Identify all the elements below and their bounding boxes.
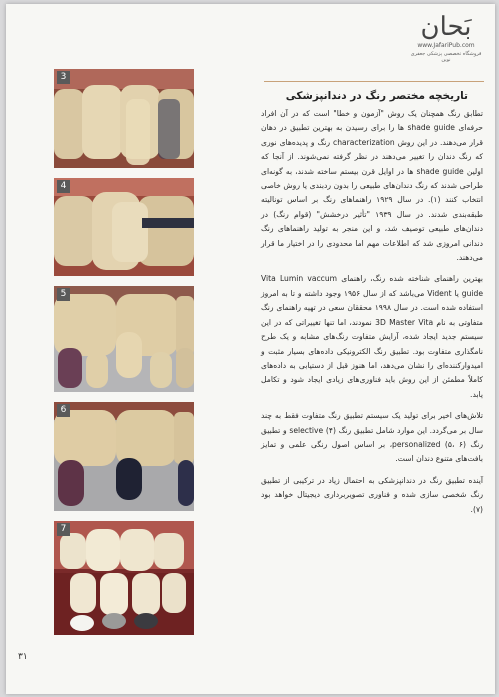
figure-7-photo xyxy=(54,521,194,635)
figure-number: 4 xyxy=(57,180,70,193)
figure-4-photo xyxy=(54,178,194,276)
body-text xyxy=(261,107,483,524)
logo-mark: بَحان xyxy=(420,12,472,42)
figure-5-photo xyxy=(54,286,194,392)
figure-3-photo xyxy=(54,69,194,168)
figure-number: 5 xyxy=(57,288,70,301)
paragraph: بهترین راهنمای شناخته شده رنگ، راهنمای Vita Lumin vaccum guide یا Vident می‌باشد که از سال ۱۹۵۶ وجود داشته و تا به امروز استفاده شده است. در سال ۱۹۹۸ محققان سعی در تهیه راهنمای رنگ متفاوتی به نام 3D Master Vita نمودند، اما تنها تغییراتی که در این سیستم جدید ایجاد شده، آرایش متفاوت رنگ‌های مشابه و یک طرح نامگذاری متفاوت بود. تطبیق رنگ الکترونیکی داده‌های بسیار مثبت و امیدوارکننده‌ای را نشان می‌دهد، اما هنوز قبل از دستیابی به داده‌های کاملاً مطمئن از این روش باید فناوری‌های زیادی ایجاد شود و تکامل یابد. xyxy=(261,274,483,399)
header-rule xyxy=(264,81,484,82)
figure-number: 7 xyxy=(57,523,70,536)
paragraph: تلاش‌های اخیر برای تولید یک سیستم تطبیق رنگ متفاوت فقط به چند سال بر می‌گردد. این موارد شامل تطبیق رنگ selective (۴) و تطبیق رنگ personalized (۵، ۶)، بر اساس اصول رنگی علمی و تمایز بافت‌های متنوع دندان است. xyxy=(261,411,483,464)
figure-6-photo xyxy=(54,402,194,511)
section-title: تاریخچه مختصر رنگ در دندانپزشکی xyxy=(285,90,468,102)
publisher-logo xyxy=(406,14,486,68)
figure-number: 6 xyxy=(57,404,70,417)
paragraph: تطابق رنگ همچنان یک روش "آزمون و خطا" است که در آن افراد حرفه‌ای shade guide ها را برای رسیدن به بهترین تطبیق در دهان قرار می‌دهند. در این روش characterization رنگ و پدیده‌های نوری که رنگ دندان را تغییر می‌دهند در نظر گرفته نمی‌شوند. از آنجا که اولین shade guide ها در اوایل قرن بیستم ساخته شدند، به گونه‌ای طراحی شدند که رنگ دندان‌های طبیعی را بدون ردبندی یا روش خاصی انتخاب کنند (۱). در سال ۱۹۲۹ راهنماهای رنگ بر اساس تونالیته طبقه‌بندی شدند. در سال ۱۹۳۹ "تأثیر درخشش" (قوام رنگ) در دندان‌های طبیعی توصیف شد، و این منجر به تولید راهنماهای رنگ دندانی امروزی شد که اطلاعات مهم اما محدودی را در اختیار ما قرار می‌دهند. xyxy=(261,109,484,263)
publisher-url: www.JafariPub.com xyxy=(417,42,475,49)
book-page xyxy=(6,4,495,694)
page-number: ۳۱ xyxy=(18,652,28,662)
publisher-tagline: فروشگاه تخصصی پزشکی جعفری نوین xyxy=(410,51,482,63)
figure-number: 3 xyxy=(57,71,70,84)
paragraph: آینده تطبیق رنگ در دندانپزشکی به احتمال زیاد در ترکیبی از تطبیق رنگ شخصی سازی شده و فناوری تصویربرداری دیجیتال خواهد بود (۷). xyxy=(261,475,483,514)
